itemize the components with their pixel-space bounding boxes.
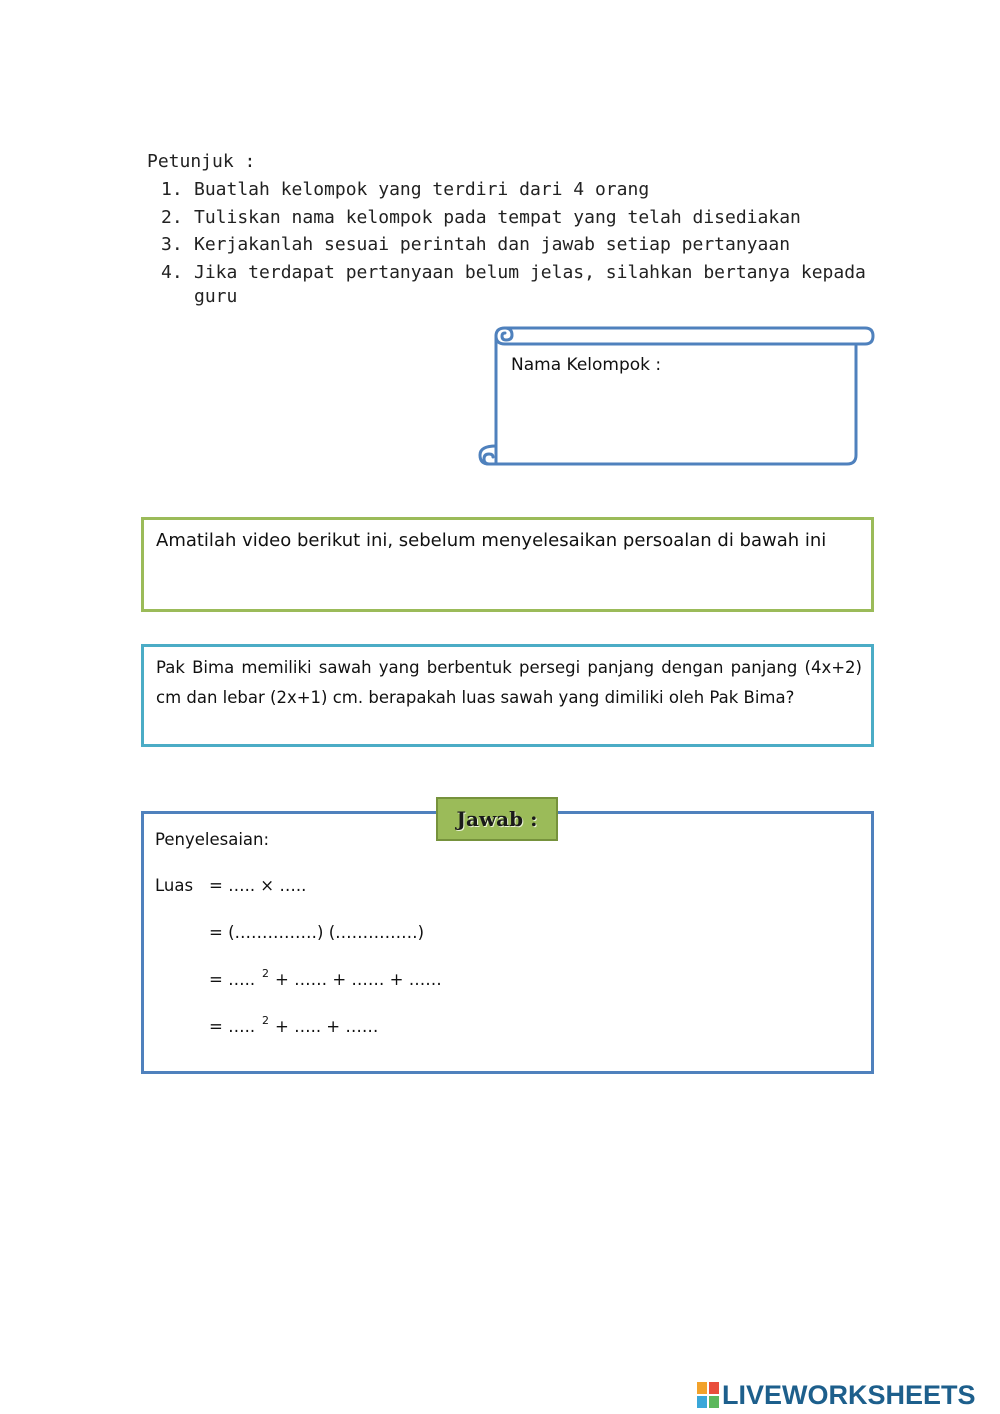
- answer-line-3-exponent: 2: [262, 967, 269, 980]
- solution-heading: Penyelesaian:: [155, 830, 270, 849]
- problem-text: Pak Bima memiliki sawah yang berbentuk persegi panjang dengan panjang (4x+2) cm dan lebar (2x+1) cm. berapakah luas sawah yang dimiliki oleh Pak Bima?: [156, 658, 862, 707]
- instructions-list: [161, 178, 891, 312]
- instruction-item: 1. Buatlah kelompok yang terdiri dari 4 orang: [161, 179, 650, 200]
- answer-line-2: = (……………) (……………): [209, 923, 425, 942]
- answer-line-4-start: = …..: [209, 1017, 256, 1036]
- luas-label: Luas: [155, 876, 194, 895]
- answer-badge: Jawab :: [436, 797, 558, 841]
- group-name-scroll: [475, 322, 880, 472]
- instructions-title: Petunjuk :: [147, 151, 256, 172]
- instruction-item: 2. Tuliskan nama kelompok pada tempat yang telah disediakan: [161, 206, 801, 228]
- answer-line-3-start: = …..: [209, 970, 256, 989]
- group-name-label: Nama Kelompok :: [511, 355, 662, 375]
- liveworksheets-icon: [697, 1382, 719, 1408]
- answer-line-1: = ….. × …..: [209, 876, 307, 895]
- instruction-item: 3. Kerjakanlah sesuai perintah dan jawab setiap pertanyaan: [161, 234, 791, 255]
- liveworksheets-logo: [697, 1378, 976, 1412]
- answer-line-4-exponent: 2: [262, 1014, 269, 1027]
- liveworksheets-wordmark: LIVEWORKSHEETS: [722, 1379, 976, 1410]
- scroll-shape: [475, 322, 880, 472]
- answer-line-3-end: + …… + …… + ……: [275, 970, 442, 989]
- answer-line-4-end: + ….. + ……: [275, 1017, 379, 1036]
- instruction-item: 4. Jika terdapat pertanyaan belum jelas, silahkan bertanya kepada guru: [161, 261, 866, 307]
- video-instruction-text: Amatilah video berikut ini, sebelum menyelesaikan persoalan di bawah ini: [156, 530, 827, 551]
